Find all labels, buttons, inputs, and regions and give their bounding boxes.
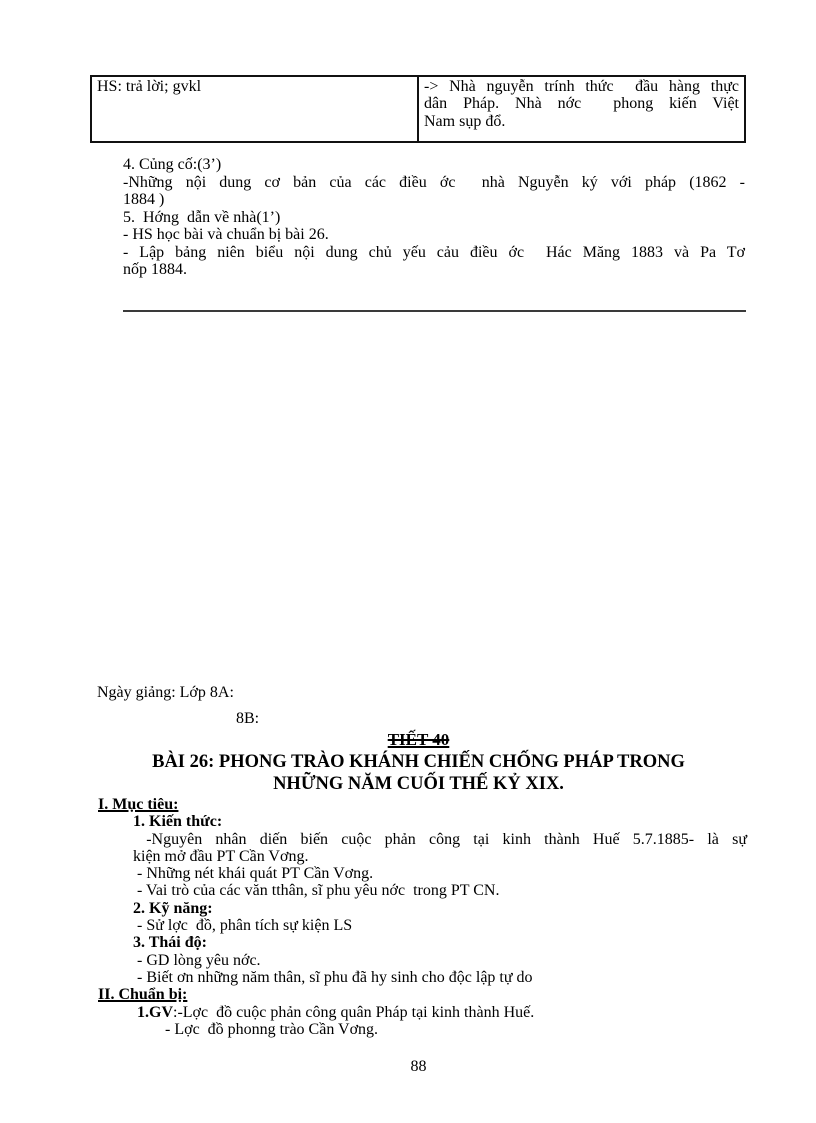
wrap-up-section: [123, 156, 745, 279]
lop-8b-line: 8B:: [236, 710, 260, 727]
table-right-line: Nam sụp đổ.: [424, 112, 506, 130]
lesson-title-line1: BÀI 26: PHONG TRÀO KHÁNH CHIẾN CHỐNG PHÁP TRONG: [152, 752, 685, 772]
tiet-number: TIẾT 40: [387, 730, 450, 749]
table-right-line: dân Pháp. Nhà nớc phong kiến Việt: [424, 95, 739, 113]
huong-dan-item: - Lập bảng niên biểu nội dung chủ yếu cảu điều ớc Hác Măng 1883 và Pa Tơ: [123, 243, 745, 261]
section-divider-line: [123, 310, 746, 312]
table-right-line: -> Nhà nguyễn trính thức đầu hàng thực: [424, 78, 739, 95]
cung-co-item: -Những nội dung cơ bản của các điều ớc nhà Nguyễn ký với pháp (1862 -: [123, 173, 745, 191]
review-table: [90, 75, 746, 143]
huong-dan-heading: 5. Hớng dẫn về nhà(1’): [123, 208, 281, 226]
cung-co-heading: 4. Củng cố:(3’): [123, 156, 222, 173]
kien-thuc-item: kiện mở đầu PT Cần Vơng.: [133, 847, 309, 865]
muc-tieu-section: [90, 796, 747, 1038]
gv-label: 1.GV: [137, 1003, 173, 1021]
thai-do-heading: 3. Thái độ:: [133, 934, 207, 952]
gv-item: - Lợc đồ phonng trào Cần Vơng.: [165, 1020, 379, 1038]
gv-item: [90, 1004, 747, 1021]
ky-nang-heading: 2. Kỹ năng:: [133, 899, 213, 917]
ngay-giang-line: Ngày giảng: Lớp 8A:: [97, 684, 234, 701]
table-cell-left: [92, 77, 419, 141]
lesson-title-line2: NHỮNG NĂM CUỐI THẾ KỶ XIX.: [273, 774, 564, 794]
chuan-bi-heading: II. Chuẩn bị:: [98, 986, 188, 1004]
muc-tieu-heading: I. Mục tiêu:: [98, 796, 179, 813]
table-left-text: HS: trả lời; gvkl: [97, 78, 202, 95]
kien-thuc-heading: 1. Kiến thức:: [133, 813, 223, 831]
thai-do-item: - GD lòng yêu nớc.: [133, 951, 261, 969]
gv-item-text: :-Lợc đồ cuộc phản công quân Pháp tại kinh thành Huế.: [173, 1003, 535, 1021]
ky-nang-item: - Sử lợc đồ, phân tích sự kiện LS: [133, 917, 353, 935]
kien-thuc-item: - Những nét khái quát PT Cần Vơng.: [133, 865, 374, 883]
huong-dan-item: - HS học bài và chuẩn bị bài 26.: [123, 226, 329, 243]
lesson-title-block: [90, 729, 747, 795]
cung-co-item: 1884 ): [123, 191, 165, 208]
kien-thuc-item: - Vai trò của các văn tthân, sĩ phu yêu nớc trong PT CN.: [133, 882, 500, 900]
thai-do-item: - Biết ơn những năm thân, sĩ phu đã hy sinh cho độc lập tự do: [133, 968, 533, 986]
kien-thuc-item: -Nguyên nhân diến biến cuộc phản công tại kinh thành Huế 5.7.1885- là sự: [133, 830, 748, 848]
huong-dan-item: nốp 1884.: [123, 261, 187, 278]
page-number: 88: [410, 1058, 427, 1075]
table-cell-right: [419, 77, 744, 141]
